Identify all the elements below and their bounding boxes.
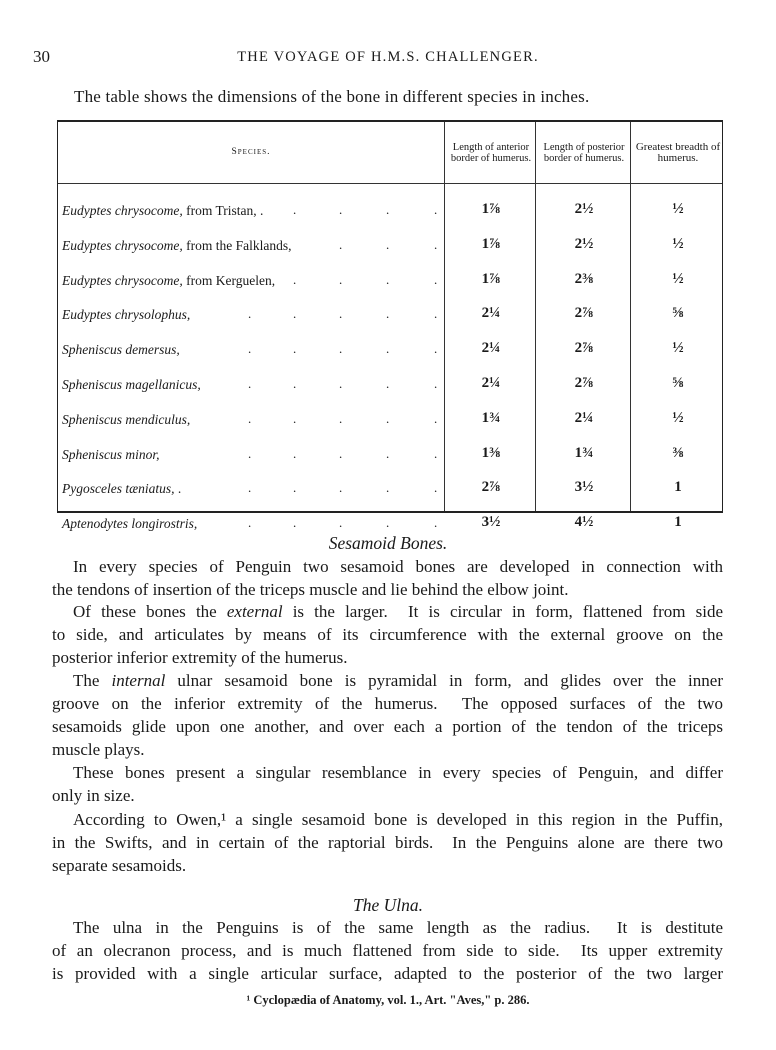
text-segment: to side, and articulates by means of its circumference with the external groove on the [52, 625, 723, 644]
text-segment: is the larger. It is circular in form, flattened from side [282, 602, 723, 621]
text-line [73, 810, 723, 830]
greatest-breadth: 1 [674, 479, 682, 496]
table-row [58, 269, 722, 293]
header-anterior: Length of anterior border of humerus. [450, 141, 532, 164]
greatest-breadth: ½ [672, 270, 684, 287]
text-line [52, 740, 723, 760]
species-name [62, 377, 201, 393]
species-name [62, 481, 181, 497]
text-line [73, 557, 723, 577]
text-segment: According to Owen,¹ a single sesamoid bone is developed in this region in the Puffin, [73, 810, 723, 829]
text-segment: groove on the inferior extremity of the humerus. The opposed surfaces of the two [52, 694, 723, 713]
species-binomial: Eudyptes chrysocome, [62, 203, 183, 218]
table-row [58, 408, 722, 432]
posterior-length: 2⅞ [574, 305, 594, 322]
leader-dot: . [293, 271, 297, 287]
leader-dot: . [293, 341, 297, 357]
text-line [73, 763, 723, 783]
leader-dot: . [293, 480, 297, 496]
species-name [62, 307, 190, 323]
leader-dot: . [386, 410, 390, 426]
anterior-length: 1¾ [481, 409, 501, 426]
text-segment: posterior inferior extremity of the humerus. [52, 648, 348, 667]
leader-dot: . [339, 480, 343, 496]
text-line [52, 941, 723, 961]
posterior-length: 2⅞ [574, 375, 594, 391]
text-segment: Of these bones the [73, 602, 227, 621]
species-name [62, 342, 180, 358]
text-segment: of an olecranon process, and is much flattened from side to side. Its upper extremity [52, 941, 723, 960]
emphasized-term: internal [111, 671, 166, 690]
text-segment: The ulna in the Penguins is of the same length as the radius. It is destitute [73, 918, 723, 937]
greatest-breadth: ½ [672, 201, 684, 217]
species-name [62, 203, 263, 219]
posterior-length: 2½ [574, 235, 594, 252]
anterior-length: 1⅞ [481, 270, 501, 287]
leader-dot: . [339, 445, 343, 461]
anterior-length: 3½ [481, 514, 501, 531]
greatest-breadth: ½ [672, 235, 684, 252]
species-binomial: Eudyptes chrysolophus, [62, 307, 191, 323]
leader-dot: . [293, 202, 297, 217]
leader-dot: . [434, 480, 438, 496]
leader-dot: . [248, 445, 252, 461]
species-binomial: Spheniscus demersus, [62, 342, 180, 358]
greatest-breadth: ½ [672, 340, 684, 357]
leader-dot: . [386, 271, 390, 287]
section-heading: Sesamoid Bones. [328, 533, 448, 553]
text-segment: is provided with a single articular surface, adapted to the posterior of the two larger [52, 964, 723, 983]
text-line [52, 964, 723, 984]
leader-dot: . [339, 341, 343, 357]
leader-dot: . [434, 376, 438, 391]
species-binomial: Aptenodytes longirostris, [62, 516, 198, 532]
leader-dot: . [434, 445, 438, 461]
text-segment: only in size. [52, 786, 135, 805]
section-heading: The Ulna. [353, 895, 423, 915]
table-row [58, 199, 722, 223]
table-row [58, 234, 722, 258]
leader-dot: . [434, 306, 438, 322]
greatest-breadth: ½ [672, 409, 684, 426]
footnote: ¹ Cyclopædia of Anatomy, vol. 1., Art. "Aves," p. 286. [246, 993, 530, 1007]
leader-dot: . [434, 202, 438, 217]
leader-dot: . [386, 376, 390, 391]
leader-dot: . [248, 515, 252, 531]
species-locality: . [174, 481, 182, 497]
text-segment: sesamoids glide upon one another, and over each a portion of the tendon of the triceps [52, 717, 723, 736]
text-line [52, 786, 723, 806]
greatest-breadth: ⅜ [672, 444, 684, 461]
species-name [62, 273, 275, 289]
leader-dot: . [248, 410, 252, 426]
leader-dot: . [248, 480, 252, 496]
species-locality: from Kerguelen, [182, 272, 276, 288]
posterior-length: 2½ [574, 201, 594, 217]
leader-dot: . [386, 202, 390, 217]
leader-dot: . [248, 341, 252, 357]
leader-dot: . [434, 271, 438, 287]
text-line [52, 648, 723, 668]
species-locality: from Tristan, . [182, 203, 264, 218]
posterior-length: 2⅞ [574, 340, 594, 357]
posterior-length: 1¾ [574, 444, 594, 461]
page-number: 30 [33, 47, 50, 66]
intro-sentence: The table shows the dimensions of the bone in different species in inches. [74, 87, 590, 106]
leader-dot: . [293, 445, 297, 461]
leader-dot: . [339, 202, 343, 217]
leader-dot: . [293, 515, 297, 531]
text-segment: in the Swifts, and in certain of the raptorial birds. In the Penguins alone are there two [52, 833, 723, 852]
posterior-length: 4½ [574, 514, 594, 531]
anterior-length: 2⅞ [481, 479, 501, 496]
text-line [52, 856, 723, 876]
table-row [58, 303, 722, 327]
species-name [62, 238, 291, 254]
header-breadth: Greatest breadth of humerus. [635, 140, 721, 164]
leader-dot: . [248, 376, 252, 391]
dimensions-table [57, 120, 723, 532]
header-posterior: Length of posterior border of humerus. [543, 141, 625, 164]
text-line [52, 694, 723, 714]
species-binomial: Eudyptes chrysocome, [62, 272, 183, 288]
text-line [52, 625, 723, 645]
leader-dot: . [293, 306, 297, 322]
leader-dot: . [339, 515, 343, 531]
greatest-breadth: 1 [674, 514, 682, 531]
species-binomial: Pygosceles tæniatus, [62, 481, 175, 497]
leader-dot: . [434, 236, 438, 252]
leader-dot: . [434, 515, 438, 531]
species-binomial: Eudyptes chrysocome, [62, 237, 183, 253]
anterior-length: 2¼ [481, 305, 501, 322]
text-line [73, 918, 723, 938]
text-segment: ulnar sesamoid bone is pyramidal in form, and glides over the inner [165, 671, 723, 690]
anterior-length: 1⅜ [481, 444, 501, 461]
text-segment: In every species of Penguin two sesamoid bones are developed in connection with [73, 557, 723, 576]
running-title: THE VOYAGE OF H.M.S. CHALLENGER. [237, 49, 539, 65]
leader-dot: . [293, 410, 297, 426]
species-name [62, 516, 197, 532]
text-segment: separate sesamoids. [52, 856, 187, 875]
greatest-breadth: ⅝ [672, 305, 684, 322]
anterior-length: 2¼ [481, 375, 501, 391]
table-row [58, 443, 722, 467]
posterior-length: 2¼ [574, 409, 594, 426]
posterior-length: 3½ [574, 479, 594, 496]
leader-dot: . [248, 306, 252, 322]
greatest-breadth: ⅝ [672, 375, 684, 391]
leader-dot: . [386, 515, 390, 531]
leader-dot: . [386, 306, 390, 322]
header-species: Species. [231, 147, 271, 157]
anterior-length: 2¼ [481, 340, 501, 357]
leader-dot: . [339, 376, 343, 391]
text-segment: The [73, 671, 112, 690]
header-divider [58, 183, 722, 184]
species-name [62, 447, 160, 463]
leader-dot: . [386, 341, 390, 357]
table-row [58, 477, 722, 501]
text-segment: muscle plays. [52, 740, 145, 759]
leader-dot: . [339, 271, 343, 287]
anterior-length: 1⅞ [481, 235, 501, 252]
text-segment: the tendons of insertion of the triceps muscle and lie behind the elbow joint. [52, 580, 569, 599]
emphasized-term: external [226, 602, 283, 621]
species-binomial: Spheniscus mendiculus, [62, 411, 191, 427]
leader-dot: . [339, 410, 343, 426]
species-binomial: Spheniscus magellanicus, [62, 377, 201, 392]
text-line [52, 717, 723, 737]
species-name [62, 412, 190, 428]
table-row [58, 338, 722, 362]
posterior-length: 2⅜ [574, 270, 594, 287]
leader-dot: . [386, 236, 390, 252]
leader-dot: . [434, 410, 438, 426]
text-line [52, 833, 723, 853]
species-binomial: Spheniscus minor, [62, 446, 160, 462]
anterior-length: 1⅞ [481, 201, 501, 217]
species-locality: from the Falklands, [182, 237, 292, 253]
leader-dot: . [386, 445, 390, 461]
text-line [52, 580, 723, 600]
leader-dot: . [339, 306, 343, 322]
text-line [73, 602, 723, 622]
text-line [73, 671, 723, 691]
text-segment: These bones present a singular resemblance in every species of Penguin, and differ [73, 763, 723, 782]
leader-dot: . [434, 341, 438, 357]
table-row [58, 373, 722, 397]
leader-dot: . [293, 376, 297, 391]
leader-dot: . [386, 480, 390, 496]
leader-dot: . [339, 236, 343, 252]
